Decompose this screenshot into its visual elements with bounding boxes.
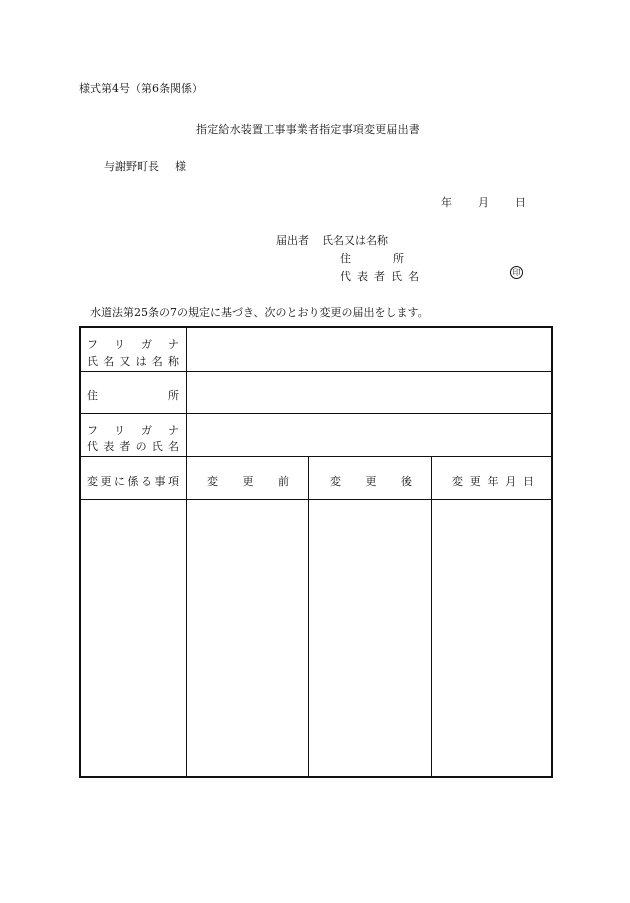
label-char: リ (114, 424, 125, 437)
month-label: 月 (478, 196, 489, 209)
label-char: は (135, 355, 147, 368)
address-row-label (87, 387, 179, 403)
label-char: 更 (242, 475, 254, 488)
addressee (104, 158, 186, 174)
representative-name-label (87, 438, 179, 454)
label-char: 変 (452, 475, 463, 488)
addressee-name: 与謝野町長 (104, 160, 159, 173)
label-char: 更 (469, 475, 481, 488)
label-char: 後 (401, 475, 412, 488)
after-change-header (330, 473, 412, 489)
label-char: 更 (365, 475, 377, 488)
intro-text: 水道法第25条の7の規定に基づき、次のとおり変更の届出をします。 (90, 306, 429, 319)
form-number: 様式第4号（第6条関係） (79, 82, 203, 95)
name-or-title-label (87, 353, 179, 369)
label-char: 代 (87, 440, 98, 453)
name-input-cell[interactable] (187, 328, 553, 371)
label-char: 氏 (87, 355, 98, 368)
day-label: 日 (515, 196, 526, 209)
address-char-1: 住 (340, 252, 351, 265)
label-char: 者 (119, 440, 131, 453)
change-date-header (452, 473, 534, 489)
applicant-name-label: 氏名又は名称 (322, 234, 388, 247)
label-char: ナ (168, 338, 179, 351)
label-char: 表 (103, 440, 115, 453)
furigana-label-2 (87, 422, 179, 438)
document-title: 指定給水装置工事事業者指定事項変更届出書 (196, 123, 420, 136)
label-char: 変 (330, 475, 341, 488)
label-char: 称 (167, 355, 179, 368)
label-char: 又 (119, 355, 131, 368)
label-char: 係 (127, 475, 139, 488)
label-char: ガ (141, 424, 152, 437)
label-char: 名 (167, 440, 179, 453)
label-char: ナ (168, 424, 179, 437)
applicant-label: 届出者 (276, 234, 309, 247)
date-row (441, 194, 526, 210)
before-change-input-cell[interactable] (187, 500, 308, 776)
label-char: 前 (278, 475, 289, 488)
label-char: に (114, 475, 125, 488)
row-divider (81, 456, 551, 457)
label-char: 日 (523, 475, 534, 488)
label-char: リ (114, 338, 125, 351)
label-char: 事 (154, 475, 166, 488)
label-char: 名 (103, 355, 115, 368)
label-char: 住 (87, 389, 98, 402)
label-char: ガ (141, 338, 152, 351)
before-change-header (207, 473, 289, 489)
label-char: 年 (487, 475, 499, 488)
furigana-label-1 (87, 336, 179, 352)
label-char: 氏 (151, 440, 163, 453)
year-label: 年 (441, 196, 452, 209)
label-char: る (141, 475, 152, 488)
representative-input-cell[interactable] (187, 414, 553, 456)
label-char: 項 (168, 475, 179, 488)
change-item-input-cell[interactable] (81, 500, 186, 776)
address-char-2: 所 (393, 252, 404, 265)
label-char: の (135, 440, 147, 453)
label-char: 月 (505, 475, 517, 488)
applicant-address-label (340, 250, 404, 266)
after-change-input-cell[interactable] (309, 500, 431, 776)
addressee-honorific: 様 (175, 160, 186, 173)
address-input-cell[interactable] (187, 372, 553, 413)
label-char: フ (87, 424, 98, 437)
label-char: 所 (168, 389, 179, 402)
label-char: 更 (100, 475, 112, 488)
label-char: 変 (207, 475, 218, 488)
seal-mark-icon: 印 (510, 266, 523, 279)
label-char: 名 (151, 355, 163, 368)
change-item-header (87, 473, 179, 489)
change-form-table (79, 326, 553, 778)
label-char: 変 (87, 475, 98, 488)
representative-label: 代表者氏名 (340, 270, 425, 283)
label-char: フ (87, 338, 98, 351)
change-date-input-cell[interactable] (432, 500, 553, 776)
